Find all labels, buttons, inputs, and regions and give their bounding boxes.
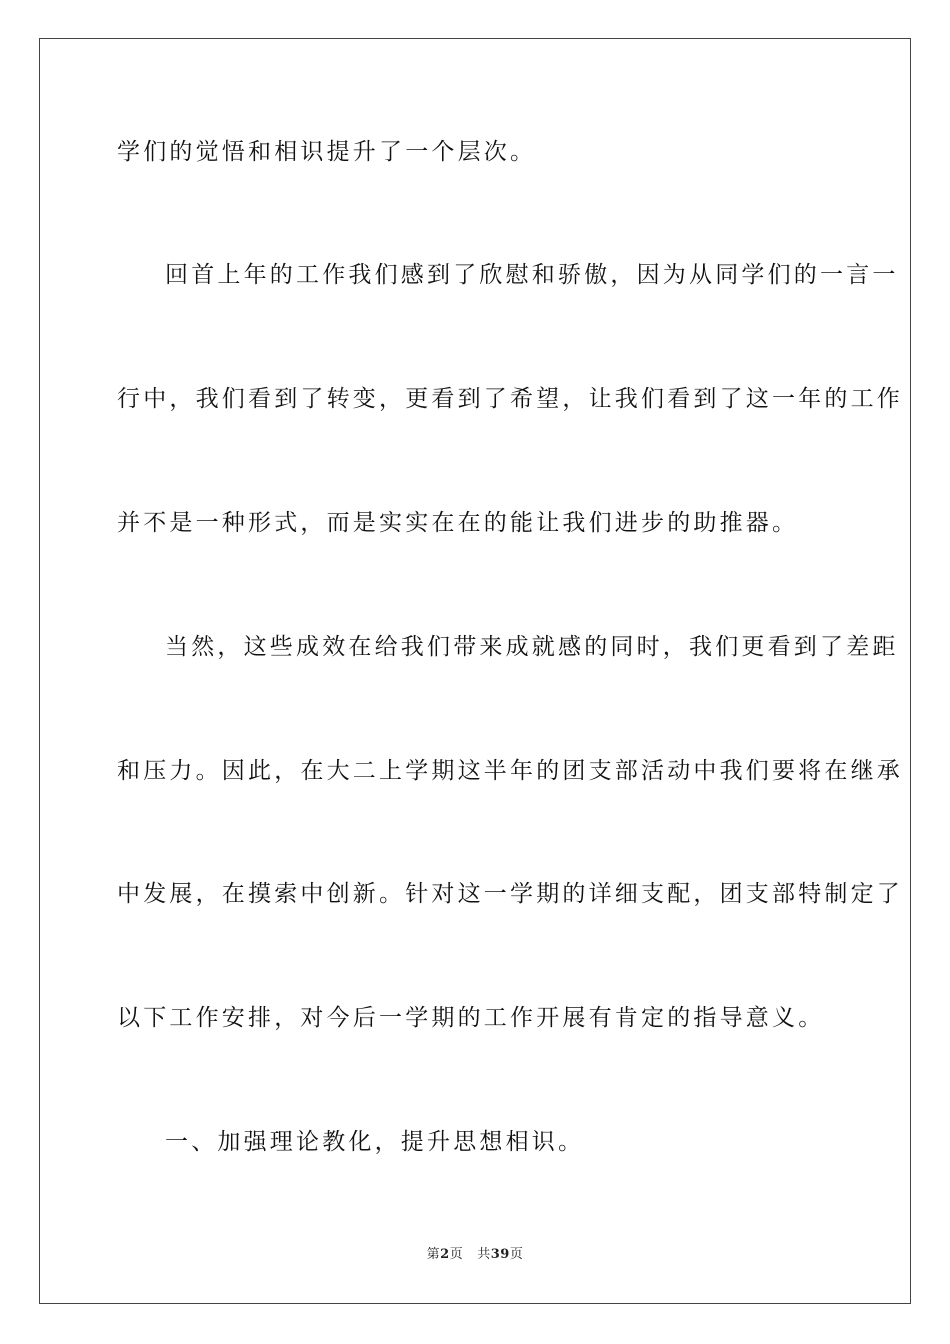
text-line-4: 并不是一种形式，而是实实在在的能让我们进步的助推器。 <box>117 510 799 536</box>
text-line-6: 和压力。因此，在大二上学期这半年的团支部活动中我们要将在继承 <box>117 758 903 784</box>
page-footer <box>0 1246 950 1264</box>
text-line-2: 回首上年的工作我们感到了欣慰和骄傲，因为从同学们的一言一 <box>165 262 899 288</box>
total-suffix: 页 <box>509 1247 524 1262</box>
total-prefix: 共 <box>477 1247 491 1262</box>
text-line-7: 中发展，在摸索中创新。针对这一学期的详细支配，团支部特制定了 <box>117 881 903 907</box>
text-line-5: 当然，这些成效在给我们带来成就感的同时，我们更看到了差距 <box>165 634 899 660</box>
text-line-1: 学们的觉悟和相识提升了一个层次。 <box>117 139 537 165</box>
text-line-9: 一、加强理论教化，提升思想相识。 <box>165 1129 585 1155</box>
page-number: 2 <box>440 1247 450 1262</box>
text-line-3: 行中，我们看到了转变，更看到了希望，让我们看到了这一年的工作 <box>117 386 903 412</box>
page-suffix: 页 <box>449 1247 464 1262</box>
total-pages: 39 <box>490 1247 510 1262</box>
text-line-8: 以下工作安排，对今后一学期的工作开展有肯定的指导意义。 <box>117 1005 825 1031</box>
page-border <box>39 38 911 1304</box>
page-prefix: 第 <box>426 1247 441 1262</box>
